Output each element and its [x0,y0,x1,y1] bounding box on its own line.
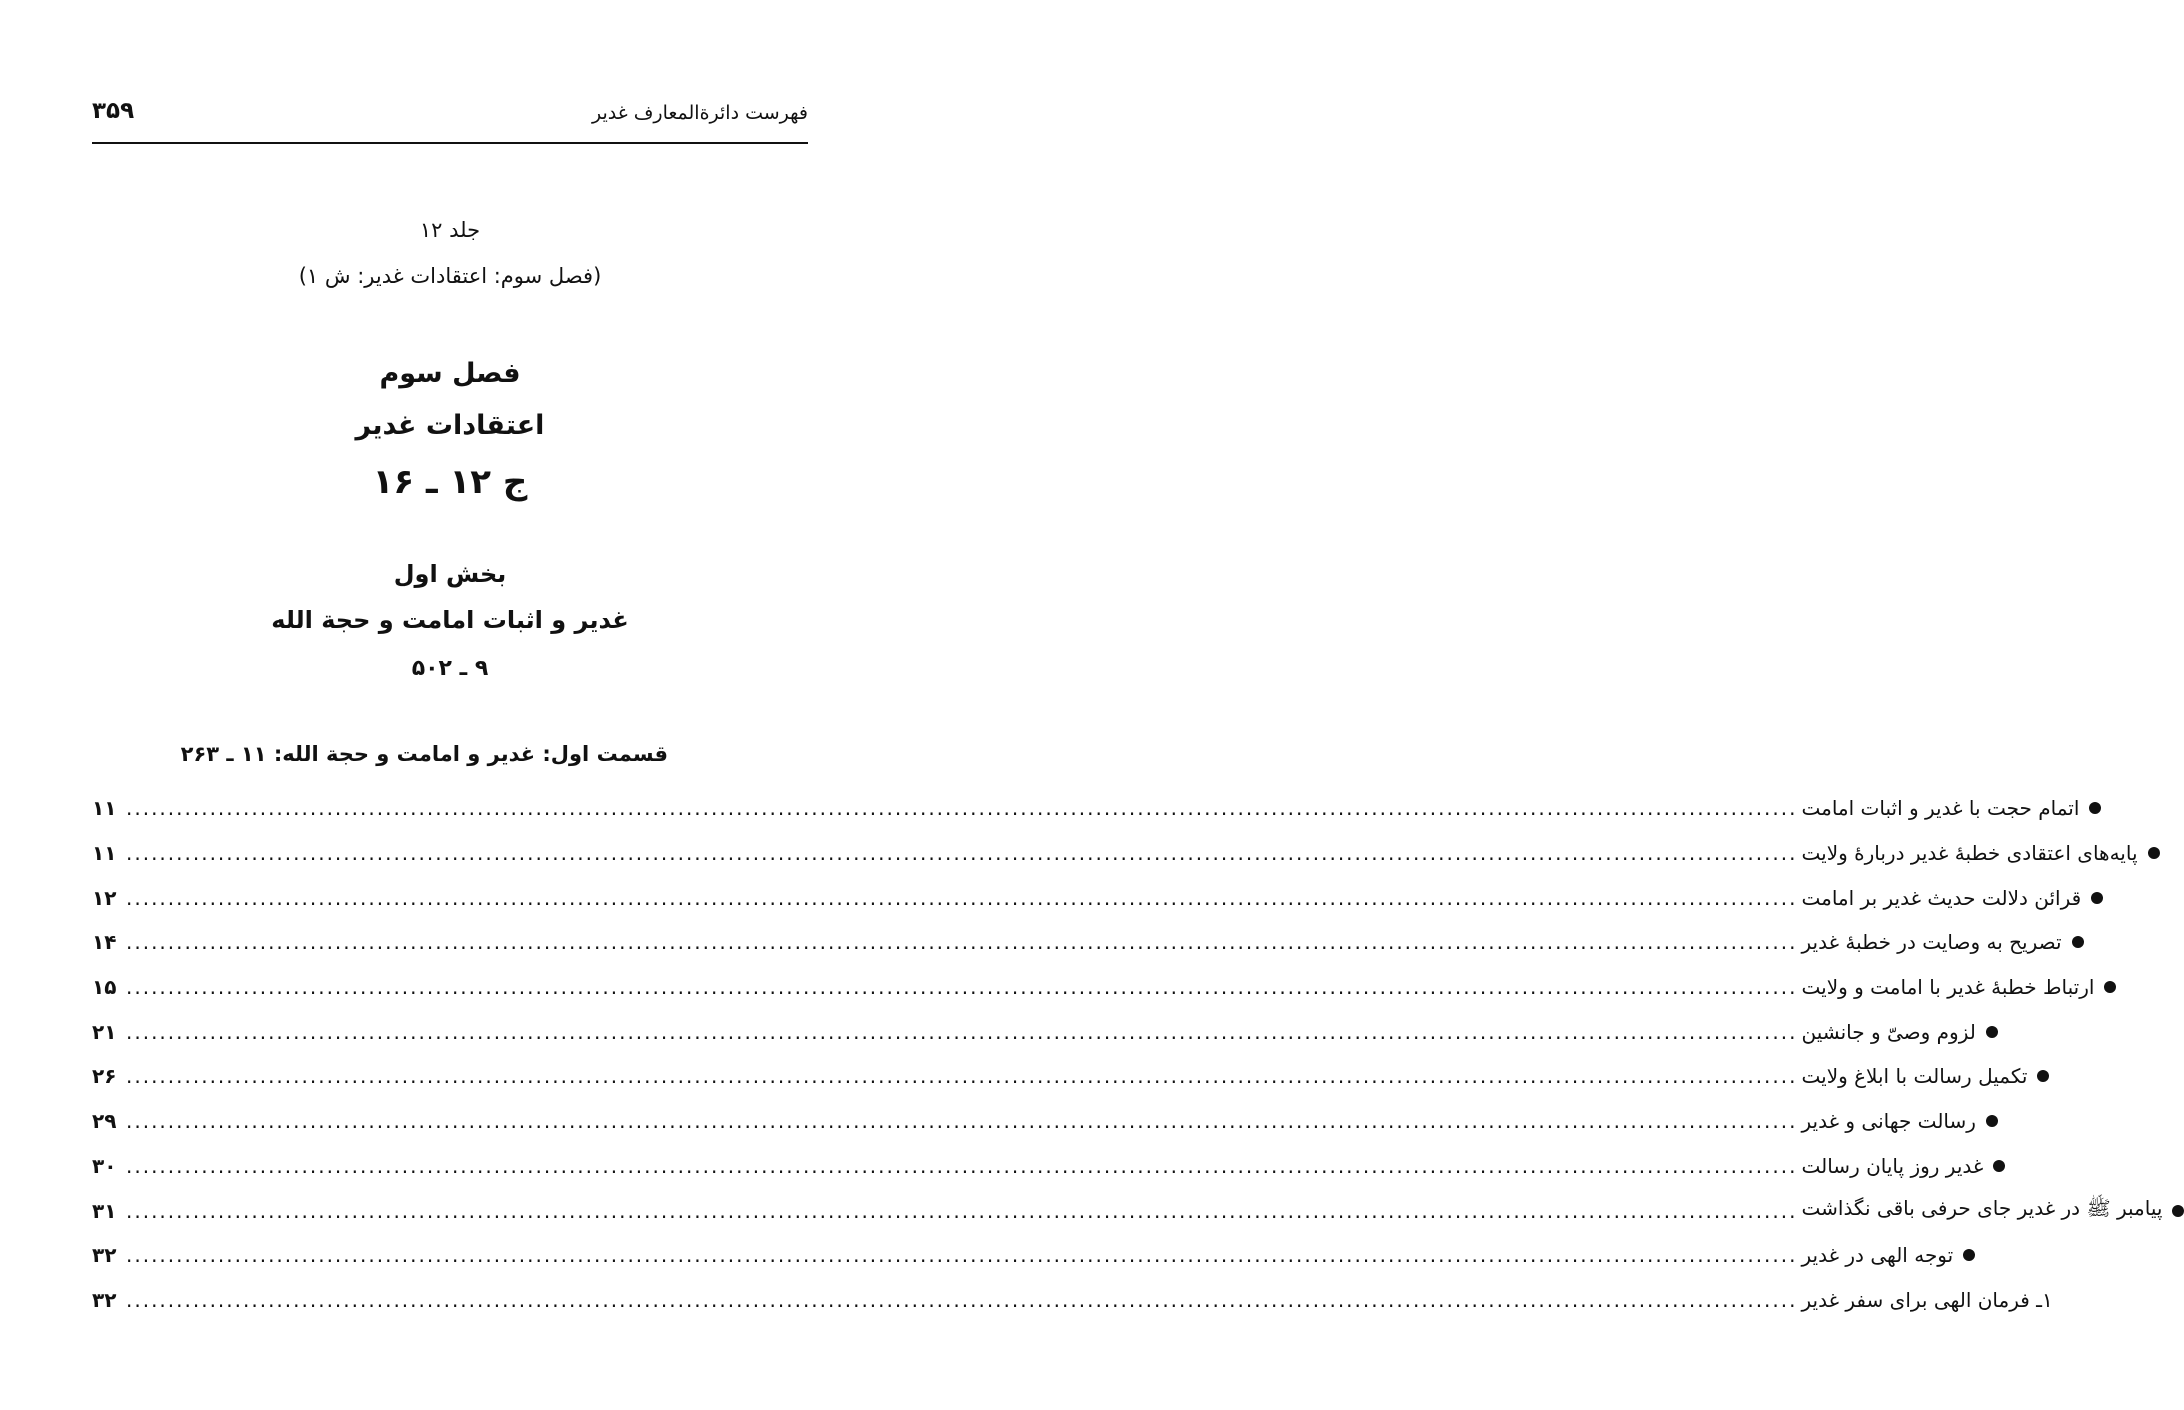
toc-entry-title: اتمام حجت با غدیر و اثبات امامت [1801,796,2080,821]
toc-page-number: ۱۱ [92,841,117,866]
toc-entry-title: توجه الهی در غدیر [1801,1243,1954,1268]
toc-entry [92,965,2095,1010]
toc-dot-leader: ........................................................................................................................................................................................................ [126,796,1798,821]
toc-page-number: ۲۹ [92,1109,117,1134]
page-number: ۳۵۹ [92,98,135,124]
toc-dot-leader: ........................................................................................................................................................................................................ [126,841,1798,866]
bullet-icon [1986,1026,1998,1038]
toc-dot-leader: ........................................................................................................................................................................................................ [126,975,1798,1000]
toc-dot-leader: ........................................................................................................................................................................................................ [126,1019,1798,1044]
toc-entry [92,920,2062,965]
toc-page-number: ۳۲ [92,1243,117,1268]
chapter-range: ج ۱۲ ـ ۱۶ [372,462,528,502]
volume-subtitle: (فصل سوم: اعتقادات غدیر: ش ۱) [298,264,602,288]
toc-page-number: ۲۶ [92,1064,117,1089]
toc-entry-title: قرائن دلالت حدیث غدیر بر امامت [1801,885,2082,910]
running-header [92,96,808,144]
bullet-icon [1963,1249,1975,1261]
toc-entry-title: غدیر روز پایان رسالت [1801,1153,1984,1178]
toc-entry [92,1009,1976,1054]
toc-dot-leader: ........................................................................................................................................................................................................ [126,1109,1798,1134]
toc-page-number: ۳۰ [92,1153,117,1178]
toc-entry-title: تکمیل رسالت با ابلاغ ولایت [1801,1064,2028,1089]
section-range: ۹ ـ ۵۰۲ [411,656,489,681]
toc-entry-title: ارتباط خطبهٔ غدیر با امامت و ولایت [1801,975,2095,1000]
chapter-title: فصل سوم [379,358,521,389]
toc-dot-leader: ........................................................................................................................................................................................................ [126,1287,1798,1312]
section-name: غدیر و اثبات امامت و حجة الله [271,606,629,634]
toc-entry [92,1099,1976,1144]
header-title: فهرست دائرةالمعارف غدیر [591,102,808,124]
chapter-name: اعتقادات غدیر [355,410,545,441]
toc-dot-leader: ........................................................................................................................................................................................................ [126,885,1798,910]
toc-page-number: ۳۲ [92,1287,117,1312]
toc-entry-title: تصریح به وصایت در خطبهٔ غدیر [1801,930,2062,955]
bullet-icon [2172,1205,2184,1217]
toc-entry-title: رسالت جهانی و غدیر [1801,1109,1976,1134]
toc-entry [92,1144,1984,1189]
toc-entry [92,786,2080,831]
bullet-icon [2072,936,2084,948]
bullet-icon [2037,1070,2049,1082]
toc-dot-leader: ........................................................................................................................................................................................................ [126,1243,1798,1268]
toc-dot-leader: ........................................................................................................................................................................................................ [126,1153,1798,1178]
toc-page-number: ۲۱ [92,1019,117,1044]
toc-dot-leader: ........................................................................................................................................................................................................ [126,930,1798,955]
section-title: بخش اول [393,560,507,588]
toc-entry-title: ۱ـ فرمان الهی برای سفر غدیر [1801,1287,2053,1312]
bullet-icon [2104,981,2116,993]
toc-page-number: ۳۱ [92,1198,117,1223]
toc-entry-title: پایه‌های اعتقادی خطبهٔ غدیر دربارهٔ ولایت [1801,841,2138,866]
volume-label: جلد ۱۲ [419,218,481,242]
table-of-contents [92,786,2163,1322]
toc-entry-title: پیامبر ﷺ در غدیر جای حرفی باقی نگذاشت [1801,1196,2163,1221]
toc-page-number: ۱۴ [92,930,117,955]
toc-entry [92,1233,1954,1278]
toc-entry [92,1188,2163,1233]
part-title: قسمت اول: غدیر و امامت و حجة الله: ۱۱ ـ ۲۶۳ [180,742,668,766]
toc-page-number: ۱۵ [92,975,117,1000]
toc-entry [92,831,2138,876]
bullet-icon [2148,847,2160,859]
bullet-icon [2089,802,2101,814]
toc-entry [92,1054,2028,1099]
toc-page-number: ۱۲ [92,885,117,910]
toc-dot-leader: ........................................................................................................................................................................................................ [126,1064,1798,1089]
bullet-icon [2091,892,2103,904]
bullet-icon [1986,1115,1998,1127]
bullet-icon [1993,1160,2005,1172]
toc-entry [92,1278,2053,1323]
toc-dot-leader: ........................................................................................................................................................................................................ [126,1198,1798,1223]
toc-entry-title: لزوم وصیّ و جانشین [1801,1019,1976,1044]
toc-entry [92,875,2082,920]
toc-page-number: ۱۱ [92,796,117,821]
